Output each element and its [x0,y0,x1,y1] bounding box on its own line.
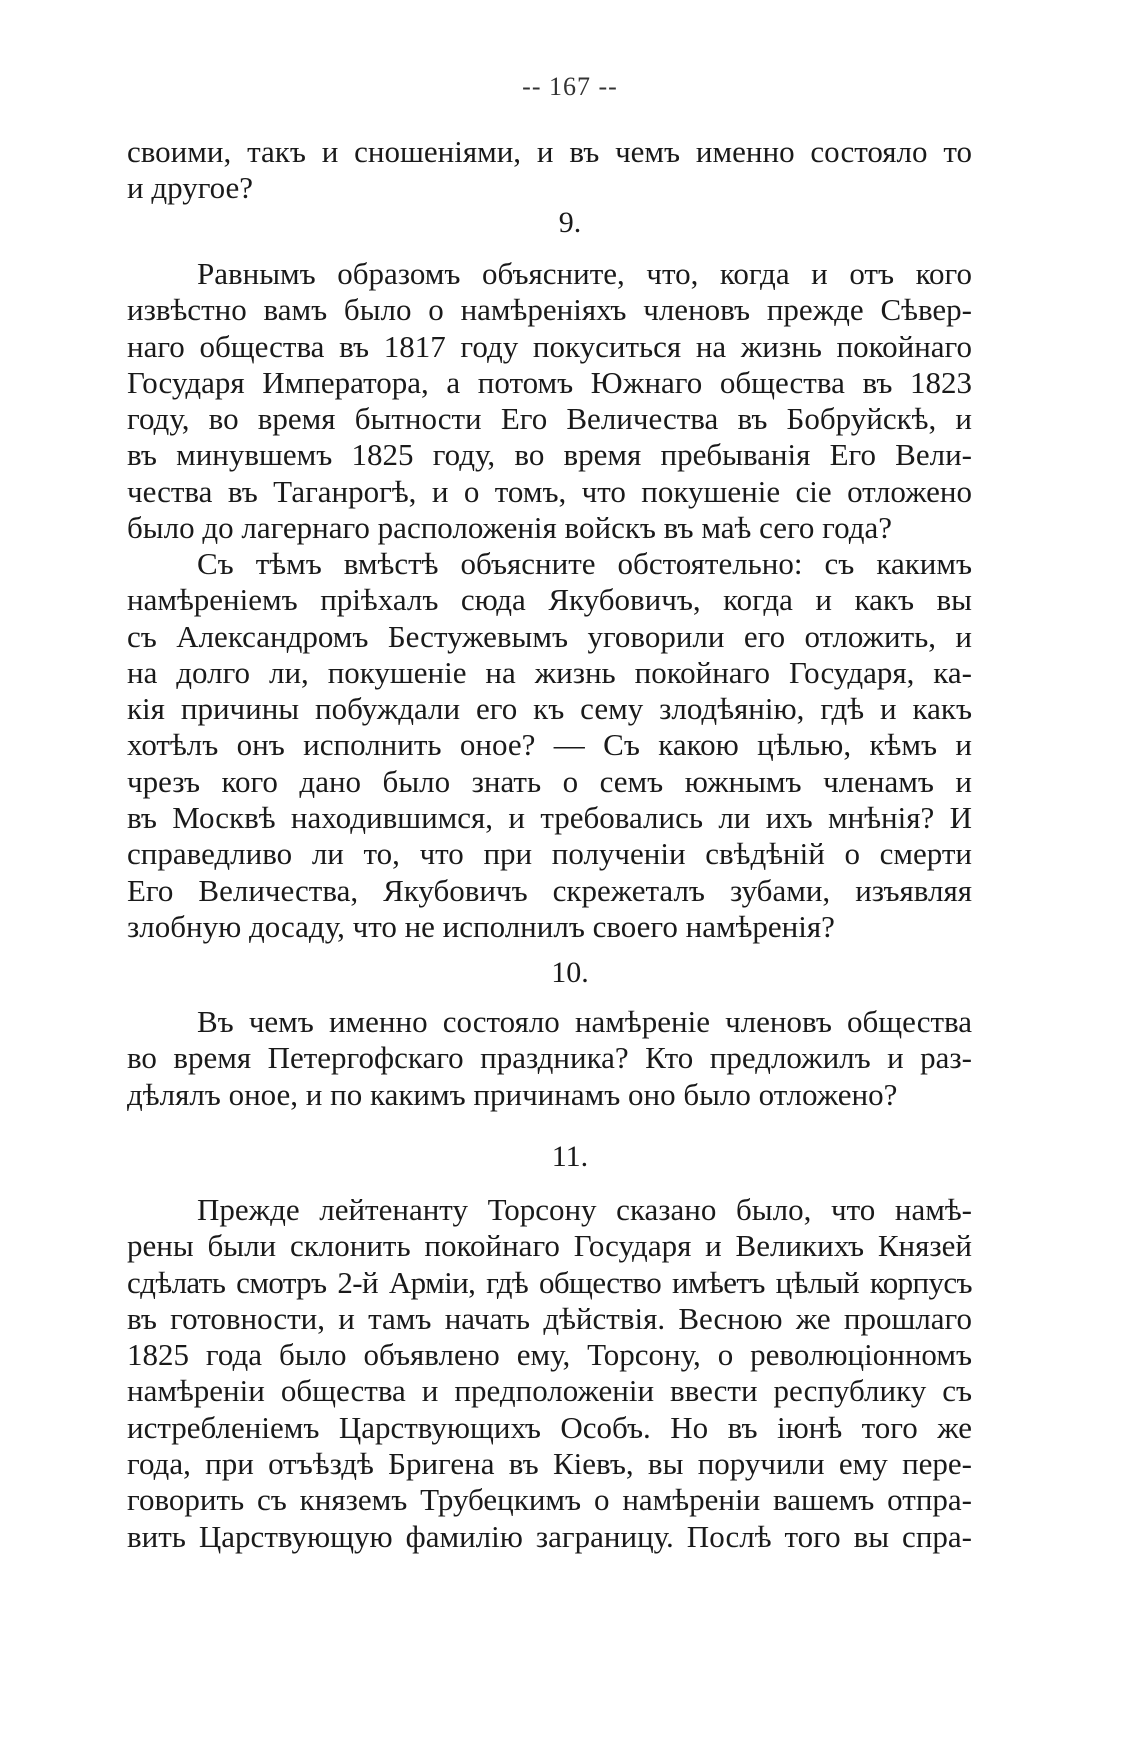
text-line: Равнымъ образомъ объясните, что, когда и отъ кого [197,256,972,291]
text-line: чрезъ кого дано было знать о семъ южнымъ членамъ и [127,763,972,799]
text-line: хотѣлъ онъ исполнить оное? — Съ какою цѣлью, кѣмъ и [127,727,972,763]
text-line: въ Москвѣ находившимся, и требовались ли ихъ мнѣнія? И [127,800,972,836]
section-11-paragraph-1 [127,1192,972,1555]
text-line: извѣстно вамъ было о намѣреніяхъ членовъ прежде Сѣвер- [127,292,972,328]
text-line: вить Царствующую фамилію заграницу. Послѣ того вы спра- [127,1518,972,1554]
section-number-10: 10. [551,956,589,989]
text-line: было до лагернаго расположенія войскъ въ маѣ сего года? [127,510,892,546]
text-line: 1825 года было объявлено ему, Торсону, о революціонномъ [127,1337,972,1373]
text-line: наго общества въ 1817 году покуситься на жизнь покойнаго [127,328,972,364]
text-line: дѣлялъ оное, и по какимъ причинамъ оно было отложено? [127,1076,898,1112]
text-line: чества въ Таганрогѣ, и о томъ, что покушеніе сіе отложено [127,473,972,509]
text-line: намѣреніи общества и предположеніи ввести республику съ [127,1373,972,1409]
text-line: на долго ли, покушеніе на жизнь покойнаго Государя, ка- [127,654,972,690]
text-line: своими, такъ и сношеніями, и въ чемъ именно состояло то [127,134,972,169]
text-line: года, при отъѣздѣ Бригена въ Кіевъ, вы поручили ему пере- [127,1446,972,1482]
text-line: Съ тѣмъ вмѣстѣ объясните обстоятельно: съ какимъ [197,546,972,581]
text-line: кія причины побуждали его къ сему злодѣянію, гдѣ и какъ [127,691,972,727]
page-number: -- 167 -- [522,72,618,101]
text-line: въ готовности, и тамъ начать дѣйствія. Весною же прошлаго [127,1300,972,1336]
text-line: сдѣлать смотръ 2-й Арміи, гдѣ общество имѣетъ цѣлый корпусъ [127,1264,972,1300]
section-9-paragraph-2 [127,546,972,945]
text-line: говорить съ княземъ Трубецкимъ о намѣреніи вашемъ отпра- [127,1482,972,1518]
section-number-11: 11. [551,1140,589,1173]
intro-paragraph [127,134,972,207]
section-10-paragraph-1 [127,1004,972,1113]
text-line: съ Александромъ Бестужевымъ уговорили его отложить, и [127,618,972,654]
text-line: намѣреніемъ пріѣхалъ сюда Якубовичъ, когда и какъ вы [127,582,972,618]
text-line: во время Петергофскаго праздника? Кто предложилъ и раз- [127,1040,972,1076]
text-line: Прежде лейтенанту Торсону сказано было, что намѣ- [197,1192,972,1227]
text-line: справедливо ли то, что при полученіи свѣдѣній о смерти [127,836,972,872]
text-line: въ минувшемъ 1825 году, во время пребыванія Его Вели- [127,437,972,473]
text-line: истребленіемъ Царствующихъ Особъ. Но въ іюнѣ того же [127,1409,972,1445]
text-line: Въ чемъ именно состояло намѣреніе членовъ общества [197,1004,972,1039]
text-line: Его Величества, Якубовичъ скрежеталъ зубами, изъявляя [127,872,972,908]
text-line: злобную досаду, что не исполнилъ своего намѣренія? [127,908,835,944]
text-line: году, во время бытности Его Величества въ Бобруйскѣ, и [127,401,972,437]
text-line: рены были склонить покойнаго Государя и Великихъ Князей [127,1228,972,1264]
text-line: Государя Императора, а потомъ Южнаго общества въ 1823 [127,364,972,400]
section-9-paragraph-1 [127,256,972,546]
text-line: и другое? [127,170,254,206]
section-number-9: 9. [558,206,582,239]
